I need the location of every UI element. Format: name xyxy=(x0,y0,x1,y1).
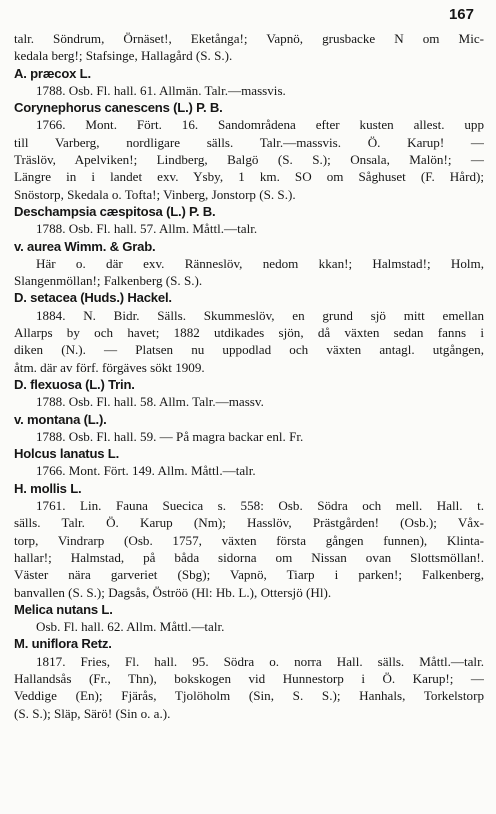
entry-text-line: torp, Vindrarp (Osb. 1757, växten första gången funnen), Klinta- xyxy=(14,532,484,548)
taxon-heading: v. aurea Wimm. & Grab. xyxy=(14,238,156,254)
entry-first-line: 1788. Osb. Fl. hall. 57. Allm. Måttl.—talr. xyxy=(36,221,258,237)
entry-text-line: banvallen (S. S.); Dagsås, Öströö (Hl: Hb. L.), Ottersjö (Hl). xyxy=(14,584,332,600)
entry-text-line: diken (N.). — Platsen nu uppodlad och växten antagl. utgången, xyxy=(14,342,484,358)
taxon-heading: M. uniflora Retz. xyxy=(14,636,112,652)
entry-text-line: kedala berg!; Stafsinge, Hallagård (S. S.). xyxy=(14,48,233,64)
entry-first-line: Osb. Fl. hall. 62. Allm. Måttl.—talr. xyxy=(36,619,225,635)
entry-text-line: hallar!; Halmstad, på båda sidorna om Nissan ovan Slottsmöllan!. xyxy=(14,549,484,565)
taxon-heading: D. flexuosa (L.) Trin. xyxy=(14,376,135,392)
taxon-heading: D. setacea (Huds.) Hackel. xyxy=(14,290,172,306)
entry-text-line: Snöstorp, Skedala o. Tofta!; Vinberg, Jonstorp (S. S.). xyxy=(14,186,296,202)
entry-first-line: 1788. Osb. Fl. hall. 59. — På magra backar enl. Fr. xyxy=(36,428,304,444)
taxon-heading: A. præcox L. xyxy=(14,65,91,81)
taxon-heading: Deschampsia cæspitosa (L.) P. B. xyxy=(14,203,216,219)
entry-first-line: Här o. där exv. Ränneslöv, nedom kkan!; Halmstad!; Holm, xyxy=(36,255,484,271)
entry-text-line: åtm. där av förf. förgäves sökt 1909. xyxy=(14,359,205,375)
entry-text-line: talr. Söndrum, Örnäset!, Eketånga!; Vapnö, grusbacke N om Mic- xyxy=(14,31,484,46)
entry-text-line: Slangenmöllan!; Falkenberg (S. S.). xyxy=(14,273,203,289)
entry-text-line: sälls. Talr. Ö. Karup (Nm); Hasslöv, Prästgården! (Osb.); Våx- xyxy=(14,515,484,531)
entry-first-line: 1817. Fries, Fl. hall. 95. Södra o. norra Hall. sälls. Måttl.—talr. xyxy=(36,653,484,669)
entry-first-line: 1766. Mont. Fört. 16. Sandområdena efter kusten allest. upp xyxy=(36,117,484,133)
entry-first-line: 1788. Osb. Fl. hall. 61. Allmän. Talr.—massvis. xyxy=(36,82,286,98)
entry-text-line: Hallandsås (Fr., Thn), bokskogen vid Hunnestorp i Ö. Karup!; — xyxy=(14,670,484,686)
page-number: 167 xyxy=(448,6,474,23)
entry-text-line: Väster nära garveriet (Sbg); Vapnö, Tiarp i parken!; Falkenberg, xyxy=(14,567,484,583)
entry-text-line: Veddige (En); Fjärås, Tjolöholm (Sin, S. S.); Hanhals, Torkelstorp xyxy=(14,688,484,704)
entry-text-line: Längre in i landet exv. Ysby, 1 km. SO om Såghuset (F. Hård); xyxy=(14,169,484,185)
entry-first-line: 1788. Osb. Fl. hall. 58. Allm. Talr.—massv. xyxy=(36,394,264,410)
taxon-heading: Corynephorus canescens (L.) P. B. xyxy=(14,100,223,116)
entry-text-line: till Varberg, nordligare sälls. Talr.—massvis. Ö. Karup! — xyxy=(14,134,484,150)
taxon-heading: Holcus lanatus L. xyxy=(14,446,120,462)
entry-text-line: (S. S.); Släp, Särö! (Sin o. a.). xyxy=(14,705,171,721)
taxon-heading: v. montana (L.). xyxy=(14,411,107,427)
entry-first-line: 1761. Lin. Fauna Suecica s. 558: Osb. Södra och mell. Hall. t. xyxy=(36,498,484,514)
entry-text-line: Allarps by och havet; 1882 utdikades sjön, då växten sedan fanns i xyxy=(14,325,484,341)
taxon-heading: H. mollis L. xyxy=(14,480,82,496)
entry-text-line: Träslöv, Apelviken!; Lindberg, Balgö (S. S.); Onsala, Malön!; — xyxy=(14,152,484,168)
entry-first-line: 1884. N. Bidr. Sälls. Skummeslöv, en grund sjö mitt emellan xyxy=(36,307,484,323)
page-body xyxy=(14,30,484,722)
taxon-heading: Melica nutans L. xyxy=(14,601,113,617)
entry-first-line: 1766. Mont. Fört. 149. Allm. Måttl.—talr. xyxy=(36,463,256,479)
